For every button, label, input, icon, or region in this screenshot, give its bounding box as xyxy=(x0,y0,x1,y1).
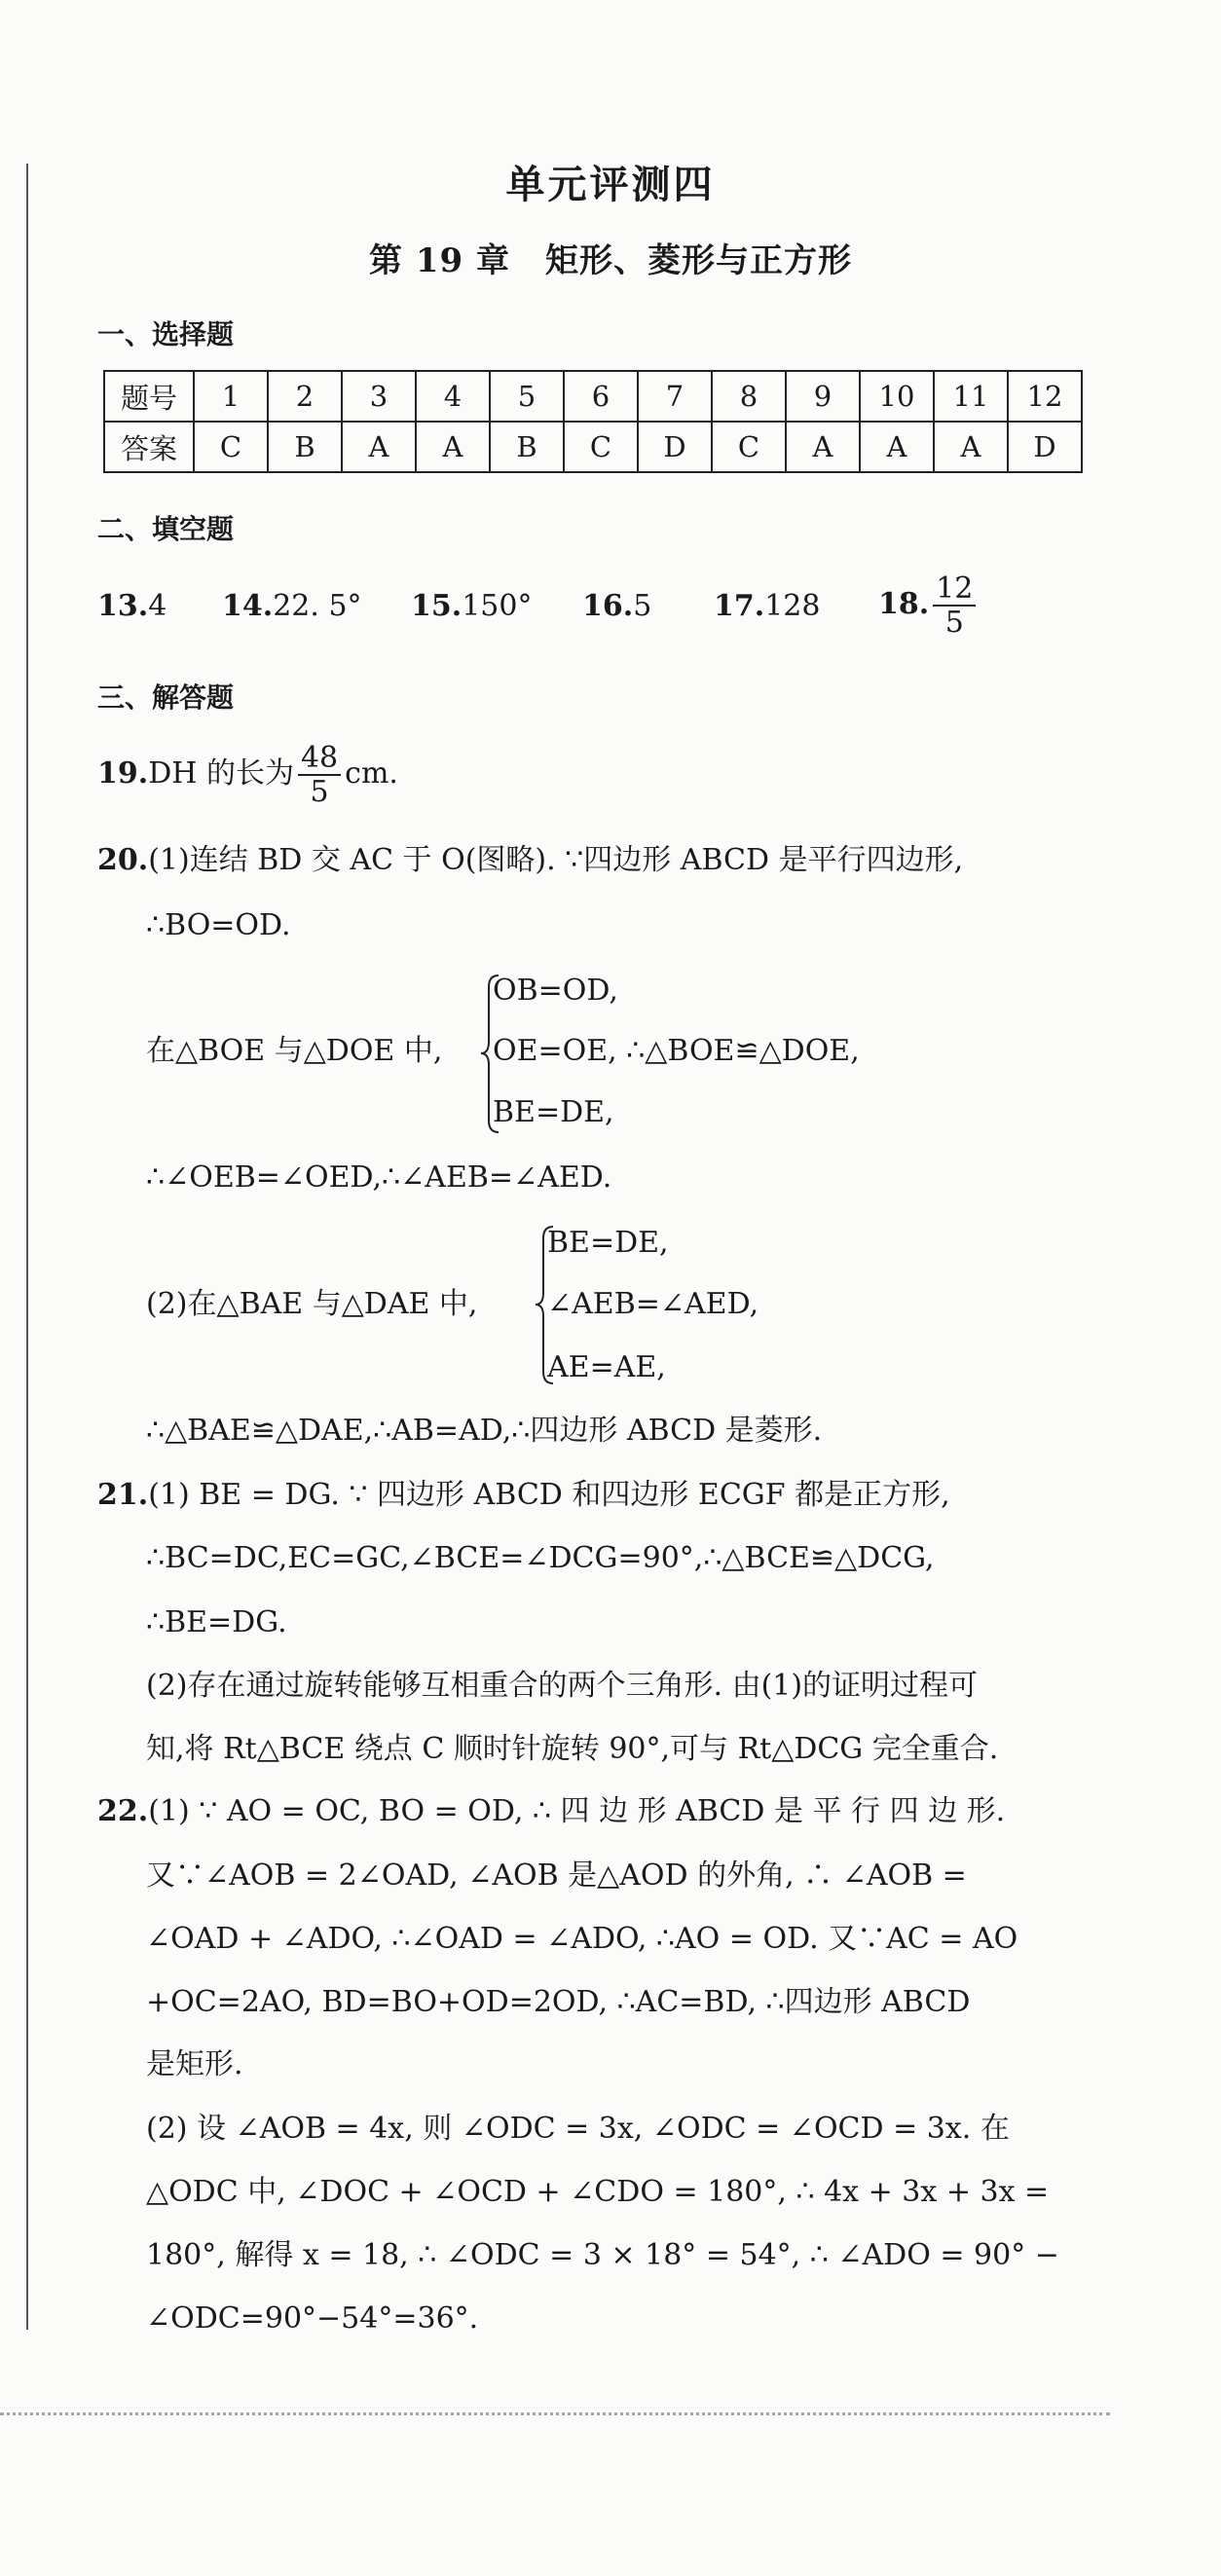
section-heading-fill: 二、填空题 xyxy=(97,513,235,545)
table-cell: A xyxy=(860,422,934,472)
question-number: 13. xyxy=(97,589,149,623)
fraction xyxy=(933,572,976,639)
question-number: 14. xyxy=(222,589,274,623)
page-title: 单元评测四 xyxy=(505,162,716,207)
answer-unit: cm. xyxy=(345,756,398,791)
fill-answer-13 xyxy=(97,589,167,623)
answer-22-line-3: ∠OAD + ∠ADO, ∴∠OAD = ∠ADO, ∴AO = OD. 又∵AC = AO xyxy=(146,1922,1018,1956)
answer-text: (1) BE = DG. ∵ 四边形 ABCD 和四边形 ECGF 都是正方形, xyxy=(148,1478,950,1512)
table-cell: 9 xyxy=(786,371,860,422)
answer-value: 4 xyxy=(148,589,167,623)
table-cell: D xyxy=(638,422,712,472)
table-cell: 3 xyxy=(342,371,416,422)
answer-21-line-4: (2)存在通过旋转能够互相重合的两个三角形. 由(1)的证明过程可 xyxy=(146,1669,979,1703)
section-heading-choice: 一、选择题 xyxy=(97,318,235,350)
question-number: 22. xyxy=(97,1794,149,1828)
table-cell: A xyxy=(934,422,1008,472)
table-cell: 8 xyxy=(712,371,786,422)
table-header-cell: 题号 xyxy=(104,371,194,422)
question-number: 19. xyxy=(97,756,149,791)
table-cell: A xyxy=(342,422,416,472)
answer-table xyxy=(103,370,1083,473)
answer-value: 128 xyxy=(764,589,821,623)
table-row-numbers xyxy=(104,371,1082,422)
table-row-answers xyxy=(104,422,1082,472)
chapter-subtitle xyxy=(0,234,1221,281)
question-number: 20. xyxy=(97,843,149,877)
answer-22-line-7: △ODC 中, ∠DOC + ∠OCD + ∠CDO = 180°, ∴ 4x + 3x + 3x = xyxy=(146,2175,1050,2209)
system-2-eq-2: ∠AEB=∠AED, xyxy=(547,1287,759,1321)
table-cell: 5 xyxy=(490,371,564,422)
fill-answer-16 xyxy=(582,589,652,623)
table-cell: 11 xyxy=(934,371,1008,422)
table-cell: C xyxy=(564,422,638,472)
chapter-label: 第 19 章 xyxy=(369,241,510,280)
table-cell: 4 xyxy=(416,371,490,422)
fraction-denominator: 5 xyxy=(310,775,329,809)
answer-value: 22. 5° xyxy=(273,589,362,623)
system-1-eq-1: OB=OD, xyxy=(493,974,618,1008)
table-cell: A xyxy=(416,422,490,472)
question-number: 15. xyxy=(411,589,462,623)
fraction-numerator: 48 xyxy=(298,742,341,776)
bottom-dotted-rule xyxy=(0,2412,1110,2415)
answer-22-line-9: ∠ODC=90°−54°=36°. xyxy=(146,2301,479,2336)
fraction xyxy=(298,742,341,808)
answer-20-line-2: ∴BO=OD. xyxy=(146,908,291,942)
answer-22-line-2: 又∵∠AOB = 2∠OAD, ∠AOB 是△AOD 的外角, ∴ ∠AOB = xyxy=(146,1858,967,1893)
answer-20-line-4: ∴△BAE≌△DAE,∴AB=AD,∴四边形 ABCD 是菱形. xyxy=(146,1414,823,1448)
fill-answer-18 xyxy=(878,572,980,639)
answer-text: DH 的长为 xyxy=(148,756,294,791)
answer-text: (1)连结 BD 交 AC 于 O(图略). ∵四边形 ABCD 是平行四边形, xyxy=(148,843,964,877)
table-cell: 12 xyxy=(1008,371,1082,422)
answer-20-line-3: ∴∠OEB=∠OED,∴∠AEB=∠AED. xyxy=(146,1160,612,1195)
question-number: 17. xyxy=(714,589,765,623)
table-cell: C xyxy=(194,422,268,472)
table-cell: A xyxy=(786,422,860,472)
answer-22-line-4: +OC=2AO, BD=BO+OD=2OD, ∴AC=BD, ∴四边形 ABCD xyxy=(146,1985,971,2019)
system-intro-2: (2)在△BAE 与△DAE 中, xyxy=(146,1287,478,1321)
answer-21-line-1 xyxy=(97,1478,950,1512)
table-cell: 10 xyxy=(860,371,934,422)
table-cell: 7 xyxy=(638,371,712,422)
question-number: 18. xyxy=(878,587,930,621)
left-margin-rule xyxy=(26,164,28,2330)
answer-22-line-6: (2) 设 ∠AOB = 4x, 则 ∠ODC = 3x, ∠ODC = ∠OCD = 3x. 在 xyxy=(146,2112,1010,2146)
answer-text: (1) ∵ AO = OC, BO = OD, ∴ 四 边 形 ABCD 是 平 行 四 边 形. xyxy=(148,1794,1006,1828)
question-number: 16. xyxy=(582,589,634,623)
system-2-eq-1: BE=DE, xyxy=(547,1226,669,1260)
answer-21-line-3: ∴BE=DG. xyxy=(146,1605,287,1639)
answer-19 xyxy=(97,742,398,808)
answer-21-line-2: ∴BC=DC,EC=GC,∠BCE=∠DCG=90°,∴△BCE≌△DCG, xyxy=(146,1541,935,1575)
answer-value: 5 xyxy=(633,589,652,623)
answer-22-line-1 xyxy=(97,1794,1006,1828)
system-1-eq-2: OE=OE, ∴△BOE≌△DOE, xyxy=(493,1034,860,1068)
table-header-cell: 答案 xyxy=(104,422,194,472)
answer-22-line-8: 180°, 解得 x = 18, ∴ ∠ODC = 3 × 18° = 54°, ∴ ∠ADO = 90° − xyxy=(146,2238,1059,2272)
answer-22-line-5: 是矩形. xyxy=(146,2047,243,2081)
answer-value: 150° xyxy=(462,589,533,623)
section-heading-solve: 三、解答题 xyxy=(97,681,235,714)
system-1-eq-3: BE=DE, xyxy=(493,1095,614,1129)
table-cell: B xyxy=(490,422,564,472)
table-cell: 2 xyxy=(268,371,342,422)
table-cell: 6 xyxy=(564,371,638,422)
table-cell: D xyxy=(1008,422,1082,472)
answer-20-line-1 xyxy=(97,843,964,877)
answer-21-line-5: 知,将 Rt△BCE 绕点 C 顺时针旋转 90°,可与 Rt△DCG 完全重合. xyxy=(146,1732,999,1766)
fill-answer-15 xyxy=(411,589,533,623)
table-cell: C xyxy=(712,422,786,472)
system-2-eq-3: AE=AE, xyxy=(547,1350,666,1384)
fill-answer-14 xyxy=(222,589,362,623)
fill-answer-17 xyxy=(714,589,821,623)
system-intro-1: 在△BOE 与△DOE 中, xyxy=(146,1034,443,1068)
table-cell: B xyxy=(268,422,342,472)
question-number: 21. xyxy=(97,1478,149,1512)
fraction-denominator: 5 xyxy=(944,606,964,640)
chapter-topic: 矩形、菱形与正方形 xyxy=(545,241,852,280)
fraction-numerator: 12 xyxy=(933,572,976,607)
table-cell: 1 xyxy=(194,371,268,422)
